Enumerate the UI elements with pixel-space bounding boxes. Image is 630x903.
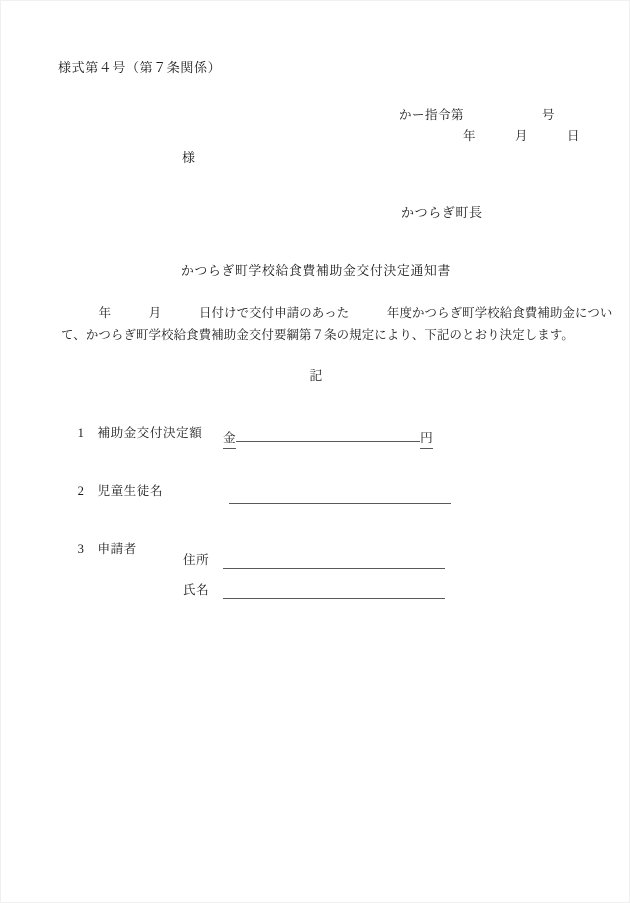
document-title: かつらぎ町学校給食費補助金交付決定通知書 [181, 264, 451, 278]
amount-suffix-label: 円 [420, 427, 433, 449]
body-line-2: て、かつらぎ町学校給食費補助金交付要綱第７条の規定により、下記のとおり決定します。 [61, 328, 574, 342]
applicant-address-input-rule[interactable] [223, 553, 445, 569]
item-3-heading [63, 522, 137, 577]
item-3-label: 申請者 [97, 542, 137, 557]
item-3-number: 3 [77, 542, 85, 557]
item-2-spacer [84, 484, 97, 498]
item-2-heading [63, 464, 163, 519]
item-1-number: 1 [77, 426, 85, 441]
item-3-spacer [84, 542, 97, 556]
applicant-name-field-row [183, 579, 445, 599]
ki-marker: 記 [309, 369, 323, 383]
document-number-line: かー指令第 号 [399, 108, 556, 122]
applicant-name-input-rule[interactable] [223, 583, 445, 599]
applicant-name-label: 氏名 [183, 583, 210, 597]
item-2-number: 2 [77, 484, 85, 499]
amount-field-row [223, 425, 433, 449]
item-1-heading [63, 406, 202, 461]
applicant-address-field-row [183, 549, 445, 569]
body-paragraph [61, 302, 613, 346]
student-name-input-rule[interactable] [229, 488, 451, 504]
addressee-honorific: 様 [182, 150, 196, 165]
item-1-spacer [84, 426, 97, 440]
issuing-authority: かつらぎ町長 [401, 205, 483, 220]
amount-input-rule[interactable] [236, 425, 420, 442]
body-line-1: 年 月 日付けで交付申請のあった 年度かつらぎ町学校給食費補助金につい [61, 306, 613, 320]
item-1-label: 補助金交付決定額 [97, 426, 203, 441]
form-number: 様式第４号（第７条関係） [58, 60, 222, 75]
item-2-label: 児童生徒名 [97, 484, 163, 499]
document-date-line: 年 月 日 [463, 129, 581, 143]
applicant-address-label: 住所 [183, 553, 210, 567]
amount-prefix-label: 金 [223, 427, 236, 449]
student-name-field-row [229, 488, 451, 504]
